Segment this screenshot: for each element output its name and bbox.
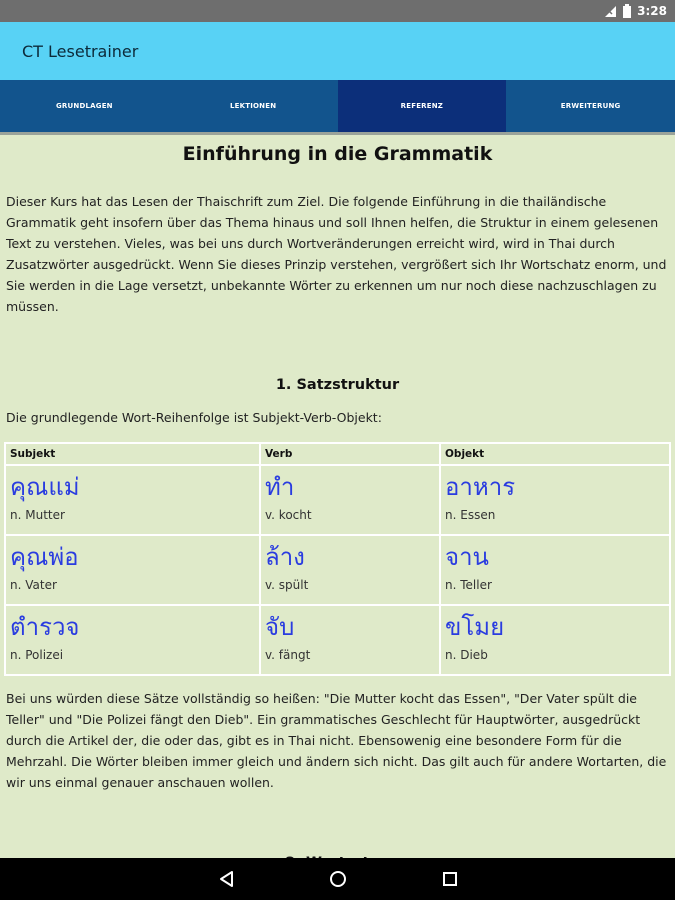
navigation-bar — [0, 858, 675, 900]
tab-referenz[interactable]: REFERENZ — [338, 80, 507, 132]
app-title: CT Lesetrainer — [22, 41, 139, 61]
recents-icon — [442, 871, 458, 887]
table-row — [5, 605, 670, 675]
table-header-row — [5, 443, 670, 465]
content-scroll[interactable] — [0, 135, 675, 858]
status-bar — [0, 0, 675, 22]
battery-icon — [623, 4, 631, 18]
section-heading-satzstruktur: 1. Satzstruktur — [275, 377, 400, 393]
tab-lektionen[interactable]: LEKTIONEN — [229, 102, 277, 110]
thai-word[interactable]: คุณแม่ — [10, 473, 80, 501]
table-cell — [260, 605, 440, 675]
gloss-text: n. Dieb — [445, 648, 488, 662]
thai-word[interactable]: อาหาร — [445, 473, 516, 501]
gloss-text: n. Mutter — [10, 508, 65, 522]
table-cell — [5, 535, 260, 605]
table-row — [5, 535, 670, 605]
table-row — [5, 465, 670, 535]
thai-word[interactable]: จาน — [445, 543, 489, 571]
gloss-text: n. Polizei — [10, 648, 64, 662]
gloss-text: v. fängt — [265, 648, 311, 662]
table-header: Subjekt — [5, 443, 260, 465]
table-cell — [260, 535, 440, 605]
thai-word[interactable]: คุณพ่อ — [10, 543, 79, 571]
table-cell — [440, 465, 670, 535]
svo-table — [4, 442, 671, 676]
signal-icon — [604, 5, 617, 18]
home-icon — [329, 870, 347, 888]
table-cell — [5, 605, 260, 675]
app-bar — [0, 22, 675, 80]
back-icon — [218, 870, 234, 888]
tab-bar — [0, 80, 675, 132]
tab-erweiterung[interactable]: ERWEITERUNG — [560, 102, 621, 110]
table-header: Verb — [260, 443, 440, 465]
gloss-text: n. Teller — [445, 578, 492, 592]
tab-grundlagen[interactable]: GRUNDLAGEN — [55, 102, 113, 110]
thai-word[interactable]: ขโมย — [445, 613, 505, 641]
gloss-text: v. kocht — [265, 508, 312, 522]
table-cell — [5, 465, 260, 535]
thai-word[interactable]: ล้าง — [265, 543, 305, 571]
thai-word[interactable]: ทำ — [265, 473, 295, 501]
explanation-paragraph: Bei uns würden diese Sätze vollständig so heißen: "Die Mutter kocht das Essen", "Der Vater spült die Teller" und "Die Polizei fängt den Dieb". Ein grammatisches Geschlecht für Hauptwörter, ausgedrückt durch die Artikel der, die oder das, gibt es in Thai nicht. Ebensowenig eine besondere Form für die Mehrzahl. Die Wörter bleiben immer gleich und ändern sich nicht. Das gilt auch für andere Wortarten, die wir uns einmal genauer anschauen wollen. — [6, 691, 667, 790]
status-time: 3:28 — [637, 4, 667, 18]
page-title: Einführung in die Grammatik — [182, 143, 493, 165]
table-header: Objekt — [440, 443, 670, 465]
home-button[interactable] — [282, 870, 394, 888]
recents-button[interactable] — [394, 871, 506, 887]
gloss-text: n. Essen — [445, 508, 496, 522]
thai-word[interactable]: จับ — [265, 613, 295, 641]
section-lead: Die grundlegende Wort-Reihenfolge ist Subjekt-Verb-Objekt: — [6, 410, 382, 425]
gloss-text: v. spült — [265, 578, 309, 592]
table-cell — [260, 465, 440, 535]
table-cell — [440, 605, 670, 675]
table-cell — [440, 535, 670, 605]
intro-paragraph: Dieser Kurs hat das Lesen der Thaischrift zum Ziel. Die folgende Einführung in die thailändische Grammatik geht insofern über das Thema hinaus und soll Ihnen helfen, die Struktur in einem gelesenen Text zu verstehen. Vieles, was bei uns durch Wortveränderungen erreicht wird, wird in Thai durch Zusatzwörter ausgedrückt. Wenn Sie dieses Prinzip verstehen, vergrößert sich Ihr Wortschatz enorm, und Sie werden in die Lage versetzt, unbekannte Wörter zu erkennen um nur noch diese nachzuschlagen zu müssen. — [6, 194, 667, 314]
thai-word[interactable]: ตำรวจ — [10, 613, 80, 641]
gloss-text: n. Vater — [10, 578, 57, 592]
back-button[interactable] — [170, 870, 282, 888]
